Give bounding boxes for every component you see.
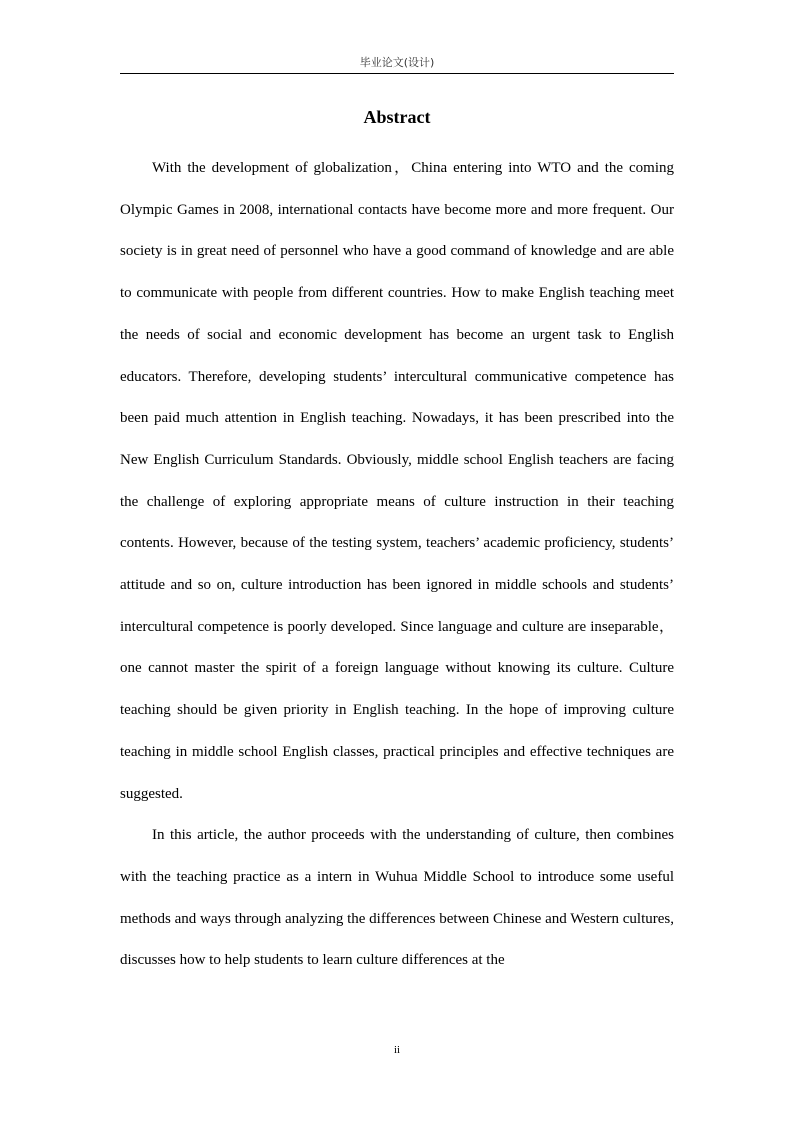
header-divider bbox=[120, 73, 674, 74]
abstract-paragraph-1: With the development of globalization，China entering into WTO and the coming Olympic Games in 2008, international contacts have become more and more frequent. Our society is in great need of personnel who have a good command of knowledge and are able to communicate with people from different countries. How to make English teaching meet the needs of social and economic development has become an urgent task to English educators. Therefore, developing students’ intercultural communicative competence has been paid much attention in English teaching. Nowadays, it has been prescribed into the New English Curriculum Standards. Obviously, middle school English teachers are facing the challenge of exploring appropriate means of culture instruction in their teaching contents. However, because of the testing system, teachers’ academic proficiency, students’ attitude and so on, culture introduction has been ignored in middle schools and students’ intercultural competence is poorly developed. Since language and culture are inseparable， one cannot master the spirit of a foreign language without knowing its culture. Culture teaching should be given priority in English teaching. In the hope of improving culture teaching in middle school English classes, practical principles and effective techniques are suggested. bbox=[120, 160, 674, 802]
page-number: ii bbox=[393, 1044, 401, 1056]
abstract-body bbox=[120, 148, 674, 982]
page-title: Abstract bbox=[363, 107, 431, 127]
abstract-paragraph-2: In this article, the author proceeds with the understanding of culture, then combines with the teaching practice as a intern in Wuhua Middle School to introduce some useful methods and ways through analyzing the differences between Chinese and Western cultures, discusses how to help students to learn culture differences at the bbox=[120, 827, 674, 969]
running-header: 毕业论文(设计) bbox=[359, 56, 435, 69]
